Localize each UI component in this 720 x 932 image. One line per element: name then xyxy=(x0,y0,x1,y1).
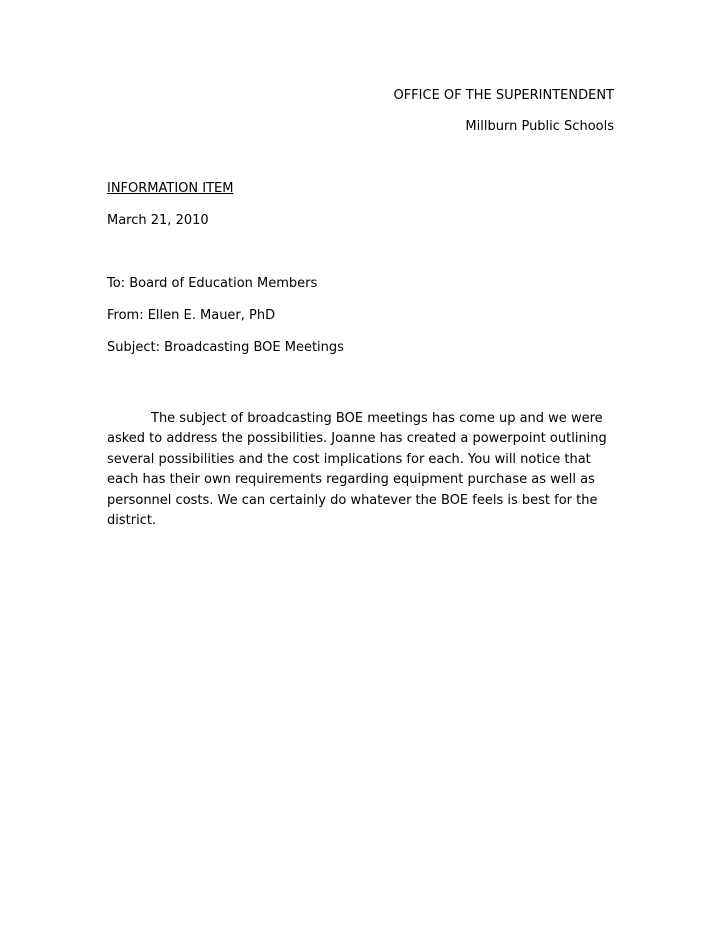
memo-body xyxy=(107,409,612,531)
information-item-label: INFORMATION ITEM xyxy=(107,181,234,196)
district-name: Millburn Public Schools xyxy=(465,119,614,134)
memo-from: From: Ellen E. Mauer, PhD xyxy=(107,308,276,323)
memo-to: To: Board of Education Members xyxy=(107,276,318,291)
memo-date: March 21, 2010 xyxy=(107,213,209,228)
office-heading: OFFICE OF THE SUPERINTENDENT xyxy=(393,88,614,103)
memo-subject: Subject: Broadcasting BOE Meetings xyxy=(107,340,344,355)
body-paragraph: The subject of broadcasting BOE meetings has come up and we were asked to address the possibilities. Joanne has created a powerpoint outlining several possibilities and the cost implications for each. You will notice that each has their own requirements regarding equipment purchase as well as personnel costs. We can certainly do whatever the BOE feels is best for the district. xyxy=(107,411,607,529)
